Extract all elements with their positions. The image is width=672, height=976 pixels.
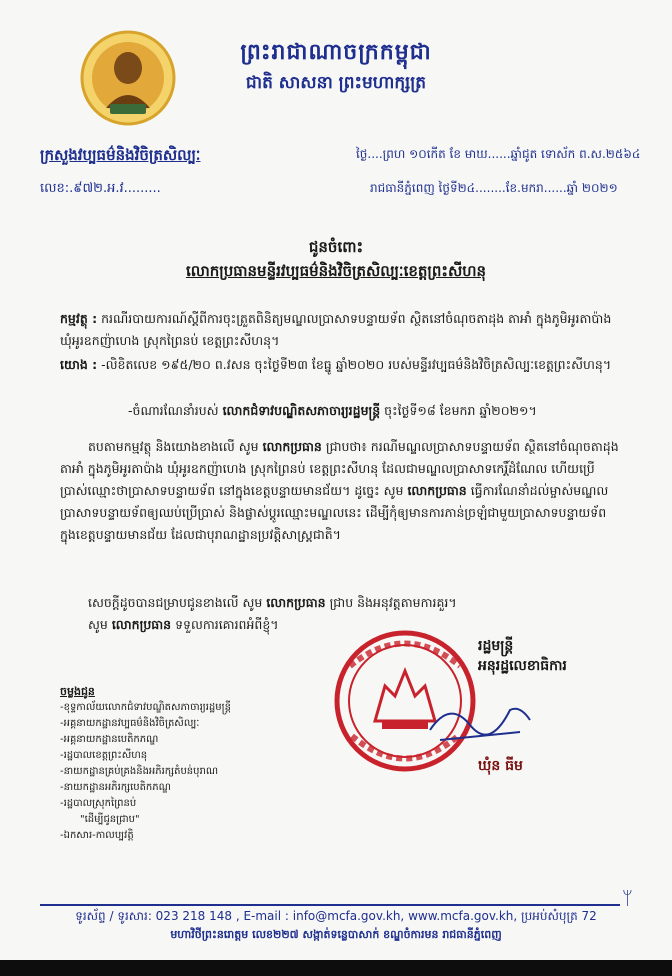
p1-text-c: ធ្វើការណែនាំដល់ម្ចាស់មណ្ឌលប្រាសាទបន្ទាយទ័ពឲ្យឈប់ប្រើប្រាស់ និងផ្លាស់ប្តូរឈ្មោះមណ្ឌលនេះ ដើម្បីកុំឲ្យមានការភាន់ច្រឡំជាមួយប្រាសាទបន្ទាយទ័ព ក្នុងខេត្តបន្ទាយមានជ័យ ដែលជាបុរាណដ្ឋានប្រវត្តិសាស្ត្រជាតិ។ <box>60 483 609 542</box>
reference-item-2 <box>128 400 628 422</box>
solar-date: រាជធានីភ្នំពេញ ថ្ងៃទី២៤........ខែ.មករា......ឆ្នាំ ២០២១ <box>370 181 618 195</box>
body-paragraph-1 <box>60 436 620 546</box>
cc-item: "ដើម្បីជូនជ្រាប" <box>80 814 140 825</box>
signatory-title <box>478 636 567 676</box>
cc-title: ចម្លងជូន <box>60 685 95 698</box>
p1-text-a: តបតាមកម្មវត្ថុ និងយោងខាងលើ សូម <box>88 439 259 454</box>
cc-item: -អគ្គនាយកដ្ឋានវប្បធម៌និងវិចិត្រសិល្បៈ <box>60 718 200 729</box>
cc-item: -នាយកដ្ឋានគ្រប់គ្រងនិងអភិរក្សតំបន់បុរាណ <box>60 766 219 777</box>
p2-bold: លោកប្រធាន <box>266 595 326 610</box>
footer-divider <box>40 904 620 906</box>
addressee-heading: ជូនចំពោះ <box>308 238 364 256</box>
cc-item: -ខុទ្ទកាល័យលោកជំទាវបណ្ឌិតសភាចារ្យរដ្ឋមន្ត្រី <box>60 702 231 713</box>
p3-text-a: សូម <box>88 617 108 632</box>
national-motto: ជាតិ សាសនា ព្រះមហាក្សត្រ <box>245 73 427 93</box>
footer-contact: ទូរស័ព្ទ / ទូរសារ: 023 218 148 , E-mail : info@mcfa.gov.kh, www.mcfa.gov.kh, ប្រអប់សំបុត្រ 72 <box>75 909 597 923</box>
handwritten-signature <box>420 690 540 750</box>
lunar-date: ថ្ងៃ....ព្រហ ១០កើត ខែ មាឃ......ឆ្នាំជូត ទោស័ក ព.ស.២៥៦៤ <box>356 147 641 161</box>
reference-item-2-suffix: ចុះថ្ងៃទី១៨ ខែមករា ឆ្នាំ២០២១។ <box>384 403 537 418</box>
cc-list <box>60 684 231 844</box>
cc-item: -រដ្ឋបាលស្រុកព្រៃនប់ <box>60 798 137 809</box>
reference-number: លេខ:.៩៧២.អ.វ......... <box>40 181 161 196</box>
reference-label: យោង : <box>60 357 98 372</box>
reference-block <box>60 354 620 376</box>
p2-text-b: ជ្រាប និងអនុវត្តតាមការគួរ។ <box>329 595 457 610</box>
signatory-name: ឃុំន ធីម <box>478 758 523 774</box>
cc-item: -ឯកសារ-កាលប្បវត្តិ <box>60 830 134 841</box>
cc-item: -រដ្ឋបាលខេត្តព្រះសីហនុ <box>60 750 148 761</box>
bottom-bar <box>0 960 672 976</box>
p1-text-b: ជ្រាបថា៖ ករណីមណ្ឌលប្រាសាទបន្ទាយទ័ព ស្ថិតនៅចំណុចតាដុង តាអាំ ក្នុងភូមិអូរតាប៉ាង ឃុំអូរឧកញ៉ាហេង ស្រុកព្រៃនប់ ខេត្តព្រះសីហនុ ដែលជាមណ្ឌលប្រាសាទកេរ្តិ៍ដំណែល ហើយប្រើប្រាស់ឈ្មោះថាប្រាសាទបន្ទាយទ័ព នៅក្នុងខេត្តបន្ទាយមានជ័យ។ ដូច្នេះ សូម <box>60 439 619 498</box>
kingdom-title: ព្រះរាជាណាចក្រកម្ពុជា <box>240 40 432 65</box>
p3-text-b: ទទួលការគោរពអំពីខ្ញុំ។ <box>175 617 279 632</box>
p2-text-a: សេចក្តីដូចបានជម្រាបជូនខាងលើ សូម <box>88 595 263 610</box>
signatory-title-2: អនុរដ្ឋលេខាធិការ <box>478 658 567 674</box>
signatory-title-1: រដ្ឋមន្ត្រី <box>478 638 514 654</box>
p1-bold-2: លោកប្រធាន <box>407 483 467 498</box>
subject-block <box>60 308 620 352</box>
cc-item: -នាយកដ្ឋានអភិរក្សបេតិកភណ្ឌ <box>60 782 171 793</box>
cc-item: -អគ្គនាយកដ្ឋានបេតិកភណ្ឌ <box>60 734 159 745</box>
recipient-title: លោកប្រធានមន្ទីរវប្បធម៌និងវិចិត្រសិល្បៈខេត្តព្រះសីហនុ <box>185 262 487 280</box>
reference-item-1: -លិខិតលេខ ១៩៥/២០ ព.វសន ចុះថ្ងៃទី២៣ ខែធ្នូ ឆ្នាំ២០២០ របស់មន្ទីរវប្បធម៌និងវិចិត្រសិល្បៈខេត្តព្រះសីហនុ។ <box>101 357 612 372</box>
p3-bold: លោកប្រធាន <box>111 617 172 632</box>
reference-item-2-bold: លោកជំទាវបណ្ឌិតសភាចារ្យរដ្ឋមន្ត្រី <box>222 403 381 418</box>
subject-label: កម្មវត្ថុ : <box>60 311 98 326</box>
footer-mark-icon: ᛘ <box>622 888 633 909</box>
footer-address: មហាវិថីព្រះនរោត្តម លេខ២២៧ សង្កាត់ទន្លេបាសាក់ ខណ្ឌចំការមន រាជធានីភ្នំពេញ <box>170 928 502 941</box>
reference-item-2-prefix: -ចំណារណែនាំរបស់ <box>128 403 219 418</box>
subject-text: ករណីរបាយការណ៍ស្តីពីការចុះត្រួតពិនិត្យមណ្ឌលប្រាសាទបន្ទាយទ័ព ស្ថិតនៅចំណុចតាដុង តាអាំ ក្នុងភូមិអូរតាប៉ាង ឃុំអូរឧកញ៉ាហេង ស្រុកព្រៃនប់ ខេត្តព្រះសីហនុ។ <box>60 311 612 348</box>
ministry-name: ក្រសួងវប្បធម៌និងវិចិត្រសិល្បៈ <box>40 146 201 164</box>
p1-bold-1: លោកប្រធាន <box>262 439 322 454</box>
body-paragraph-2 <box>88 592 628 614</box>
